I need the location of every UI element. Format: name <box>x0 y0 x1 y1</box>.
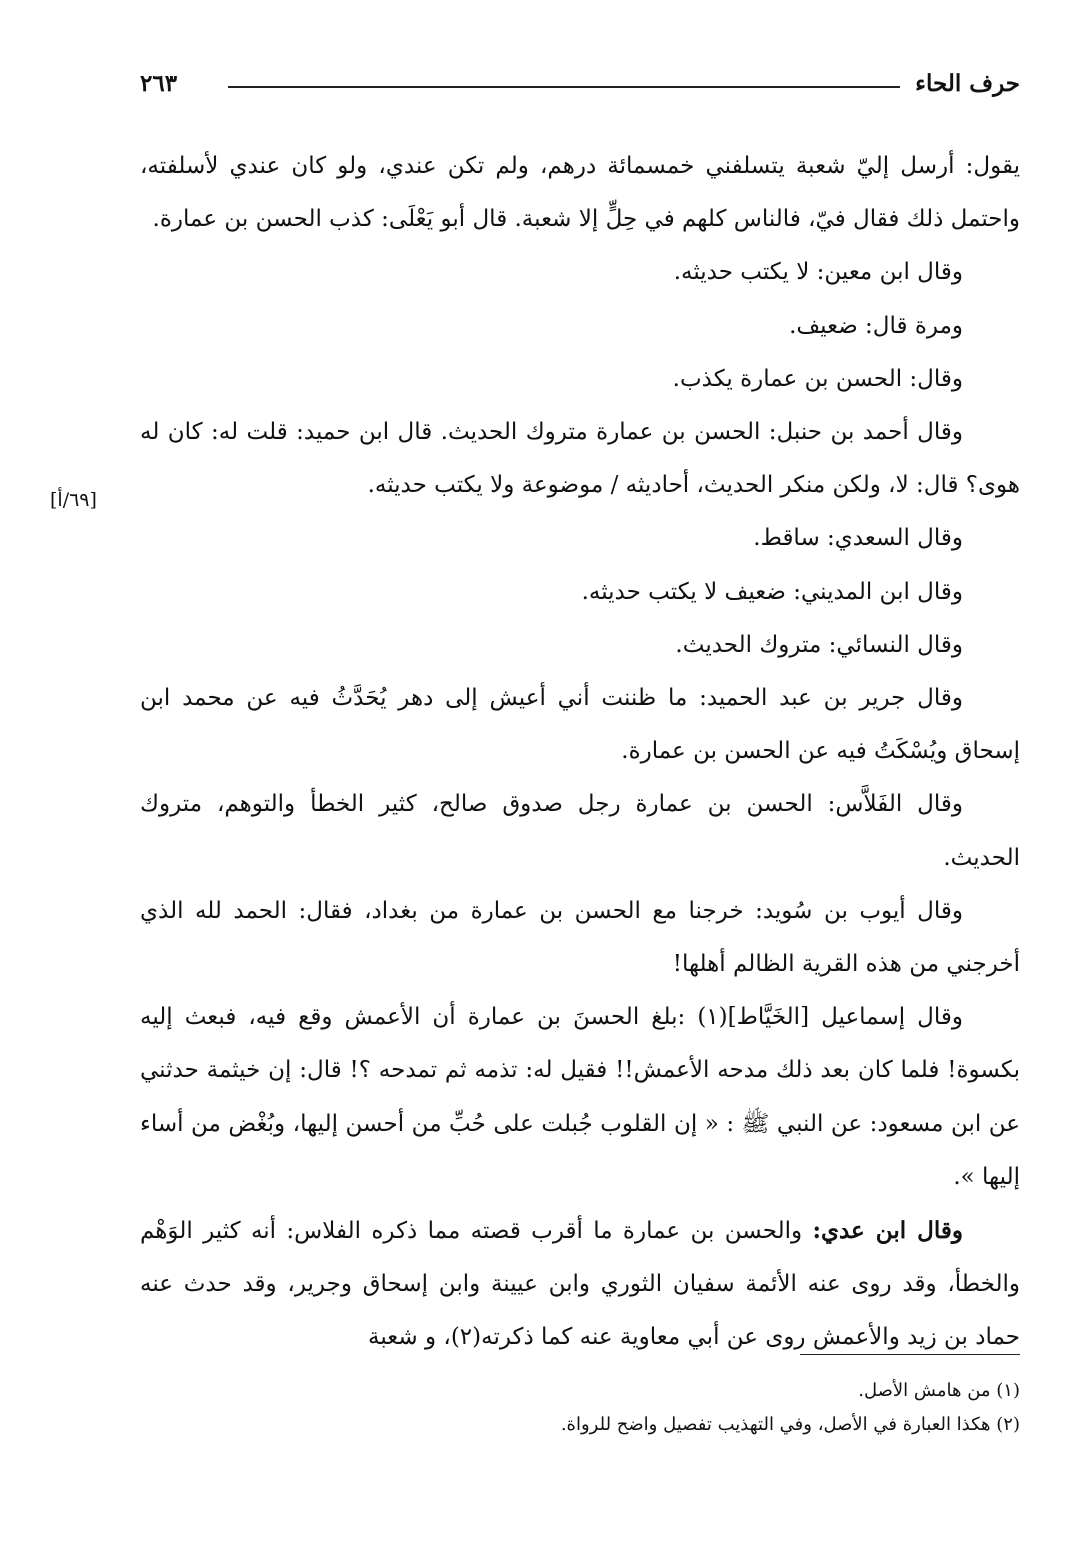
paragraph: وقال الفَلاَّس: الحسن بن عمارة رجل صدوق صالح، كثير الخطأ والتوهم، متروك الحديث. <box>140 791 1020 871</box>
footnote: (٢) هكذا العبارة في الأصل، وفي التهذيب تفصيل واضح للرواة. <box>560 1414 1020 1435</box>
header-rule <box>228 86 900 88</box>
paragraph: وقال أحمد بن حنبل: الحسن بن عمارة متروك الحديث. قال ابن حميد: قلت له: كان له هوى؟ قال: لا، ولكن منكر الحديث، أحاديثه / موضوعة ولا يكتب حديثه. <box>140 419 1020 499</box>
paragraph: ومرة قال: ضعيف. <box>789 312 963 339</box>
footnote-separator <box>800 1354 1020 1355</box>
footnotes <box>140 1374 1020 1442</box>
paragraph-ibn-adi <box>140 1204 1020 1365</box>
footnote: (١) من هامش الأصل. <box>858 1380 1020 1401</box>
paragraph: وقال السعدي: ساقط. <box>753 525 963 552</box>
paragraph: وقال ابن معين: لا يكتب حديثه. <box>673 259 963 286</box>
paragraph-lead: وقال ابن عدي: <box>812 1217 963 1245</box>
chapter-title: حرف الحاء <box>915 70 1020 97</box>
paragraph: وقال أيوب بن سُويد: خرجنا مع الحسن بن عمارة من بغداد، فقال: الحمد لله الذي أخرجني من هذه القرية الظالم أهلها! <box>140 897 1020 978</box>
paragraph: وقال إسماعيل [الخَيَّاط](١) :بلغ الحسنَ بن عمارة أن الأعمش وقع فيه، فبعث إليه بكسوة! فلما كان بعد ذلك مدحه الأعمش!! فقيل له: تذمه ثم تمدحه ؟! قال: إن خيثمة حدثني عن ابن مسعود: عن النبي ﷺ : « إن القلوب جُبلت على حُبِّ من أحسن إليها، وبُغْض من أساء إليها ». <box>140 1004 1020 1190</box>
main-text <box>140 140 1020 1365</box>
page-number: ٢٦٣ <box>140 70 178 97</box>
paragraph-body: والحسن بن عمارة ما أقرب قصته مما ذكره الفلاس: أنه كثير الوَهْم والخطأ، وقد روى عنه الأئمة سفيان الثوري وابن عيينة وابن إسحاق وجرير، وقد حدث عنه حماد بن زيد والأعمش روى عن أبي معاوية عنه كما ذكرته(٢)، و شعبة <box>140 1218 1020 1351</box>
paragraph: وقال: الحسن بن عمارة يكذب. <box>672 365 963 392</box>
paragraph: وقال ابن المديني: ضعيف لا يكتب حديثه. <box>581 578 963 605</box>
page-header <box>140 70 1020 110</box>
paragraph: وقال النسائي: متروك الحديث. <box>675 631 963 658</box>
manuscript-folio-marker: [٦٩/أ] <box>50 489 97 511</box>
paragraph: وقال جرير بن عبد الحميد: ما ظننت أني أعيش إلى دهر يُحَدَّثُ فيه عن محمد ابن إسحاق ويُسْكَتُ فيه عن الحسن بن عمارة. <box>140 685 1020 765</box>
paragraph: يقول: أرسل إليّ شعبة يتسلفني خمسمائة درهم، ولم تكن عندي، ولو كان عندي لأسلفته، واحتمل ذلك فقال فيّ، فالناس كلهم في حِلٍّ إلا شعبة. قال أبو يَعْلَى: كذب الحسن بن عمارة. <box>140 153 1020 233</box>
